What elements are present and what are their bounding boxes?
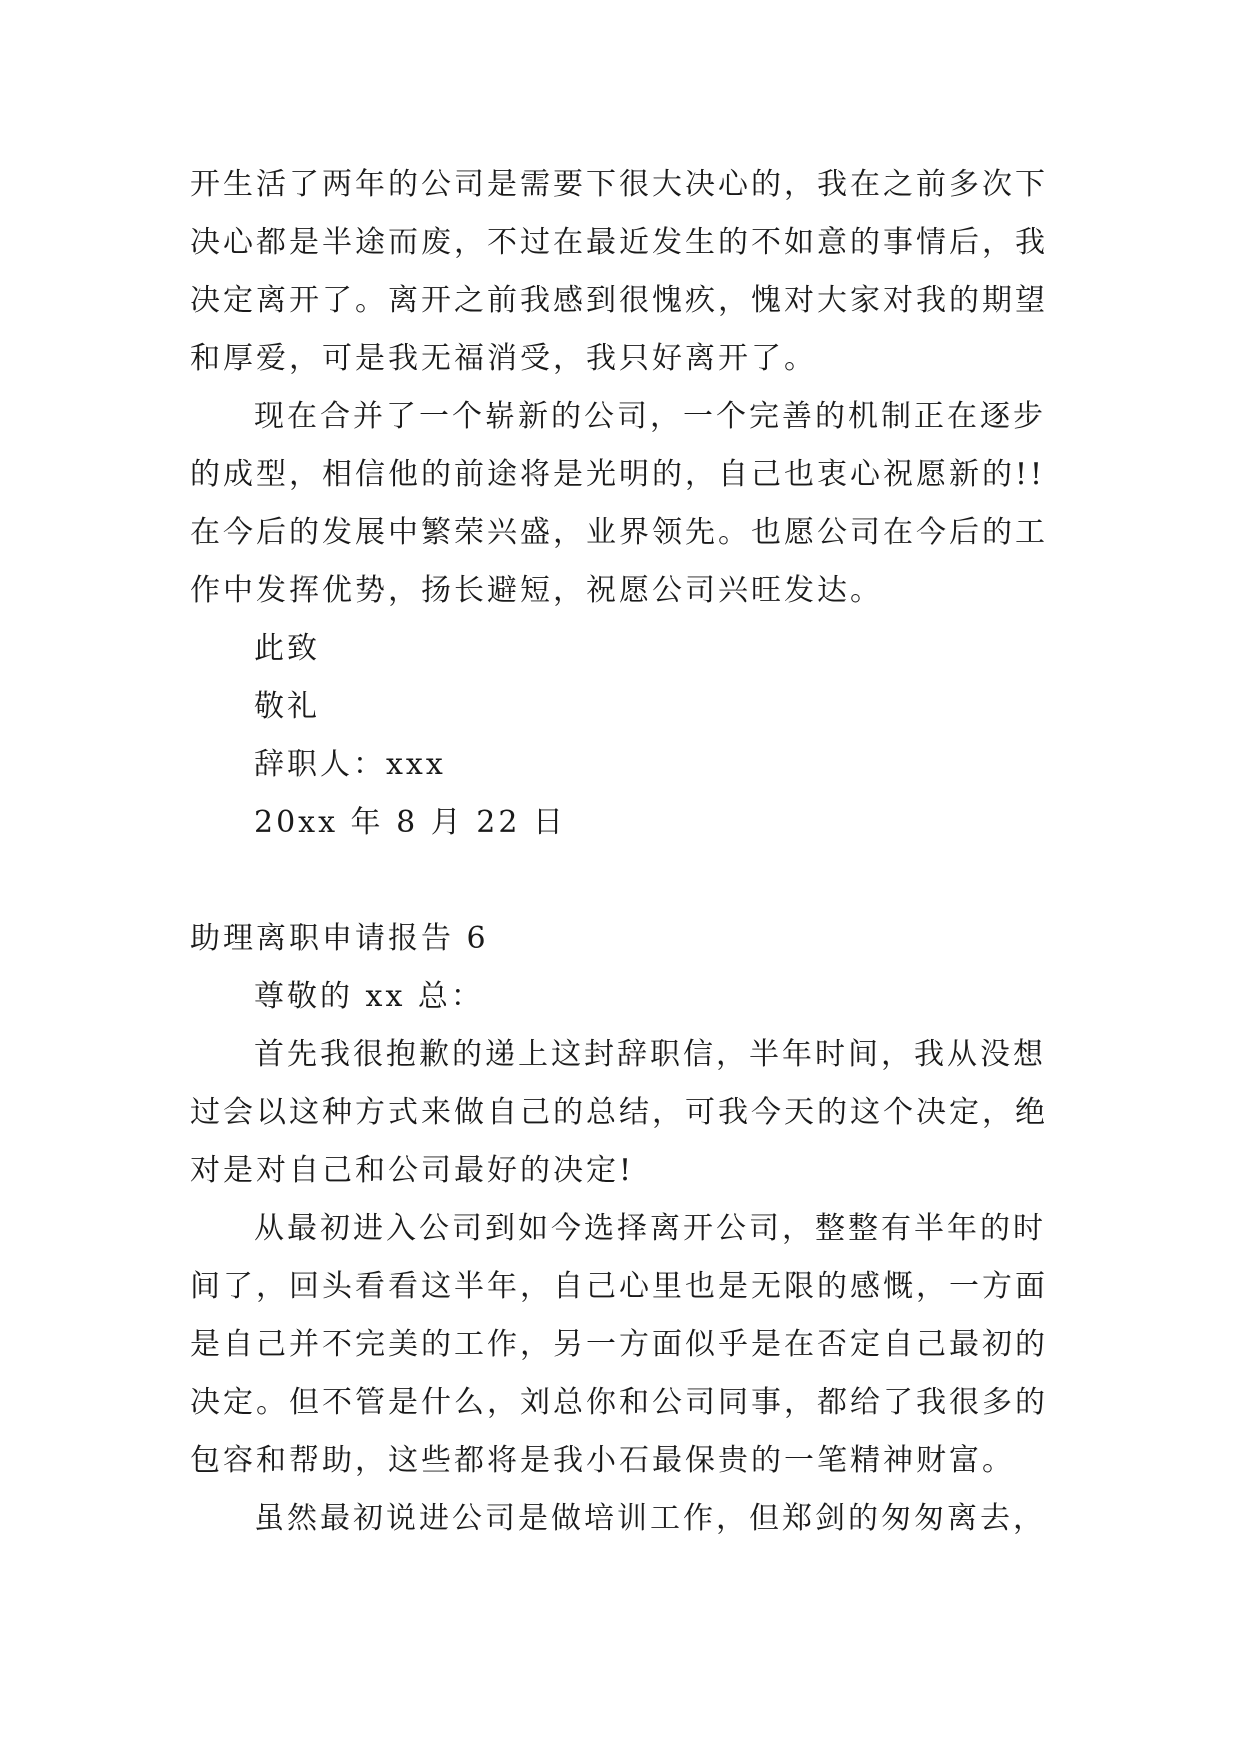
text-line: 间了，回头看看这半年，自己心里也是无限的感慨，一方面	[190, 1269, 1048, 1304]
text-line: 包容和帮助，这些都将是我小石最保贵的一笔精神财富。	[190, 1443, 1015, 1478]
text-line: 决定。但不管是什么，刘总你和公司同事，都给了我很多的	[190, 1385, 1048, 1420]
text-line: 的成型，相信他的前途将是光明的，自己也衷心祝愿新的!!	[190, 457, 1046, 492]
letter-date: 20xx 年 8 月 22 日	[254, 805, 566, 840]
text-line: 对是对自己和公司最好的决定!	[190, 1153, 635, 1188]
text-line: 过会以这种方式来做自己的总结，可我今天的这个决定，绝	[190, 1095, 1048, 1130]
letter-end-paragraph-2	[190, 388, 1054, 620]
document-page	[190, 156, 1054, 1548]
letter-end-paragraph	[190, 156, 1054, 388]
section-title: 助理离职申请报告 6	[190, 921, 489, 956]
closing-regards: 敬礼	[254, 689, 320, 724]
text-line: 决定离开了。离开之前我感到很愧疚，愧对大家对我的期望	[190, 283, 1048, 318]
text-line: 从最初进入公司到如今选择离开公司，整整有半年的时	[254, 1211, 1046, 1246]
text-line: 在今后的发展中繁荣兴盛，业界领先。也愿公司在今后的工	[190, 515, 1048, 550]
section-paragraph-3	[190, 1490, 1054, 1548]
text-line: 首先我很抱歉的递上这封辞职信，半年时间，我从没想	[254, 1037, 1046, 1072]
text-line: 决心都是半途而废，不过在最近发生的不如意的事情后，我	[190, 225, 1048, 260]
text-line: 开生活了两年的公司是需要下很大决心的，我在之前多次下	[190, 167, 1048, 202]
text-line: 现在合并了一个崭新的公司，一个完善的机制正在逐步	[254, 399, 1046, 434]
text-line: 是自己并不完美的工作，另一方面似乎是在否定自己最初的	[190, 1327, 1048, 1362]
text-line: 作中发挥优势，扬长避短，祝愿公司兴旺发达。	[190, 573, 883, 608]
text-line: 和厚爱，可是我无福消受，我只好离开了。	[190, 341, 817, 376]
text-line: 虽然最初说进公司是做培训工作，但郑剑的匆匆离去，	[254, 1501, 1046, 1536]
section-paragraph-1	[190, 1026, 1054, 1200]
closing-salute: 此致	[254, 631, 320, 666]
section-paragraph-2	[190, 1200, 1054, 1490]
section-gap	[190, 852, 1054, 910]
salutation: 尊敬的 xx 总：	[254, 979, 484, 1014]
signer-name: 辞职人：xxx	[254, 747, 446, 782]
